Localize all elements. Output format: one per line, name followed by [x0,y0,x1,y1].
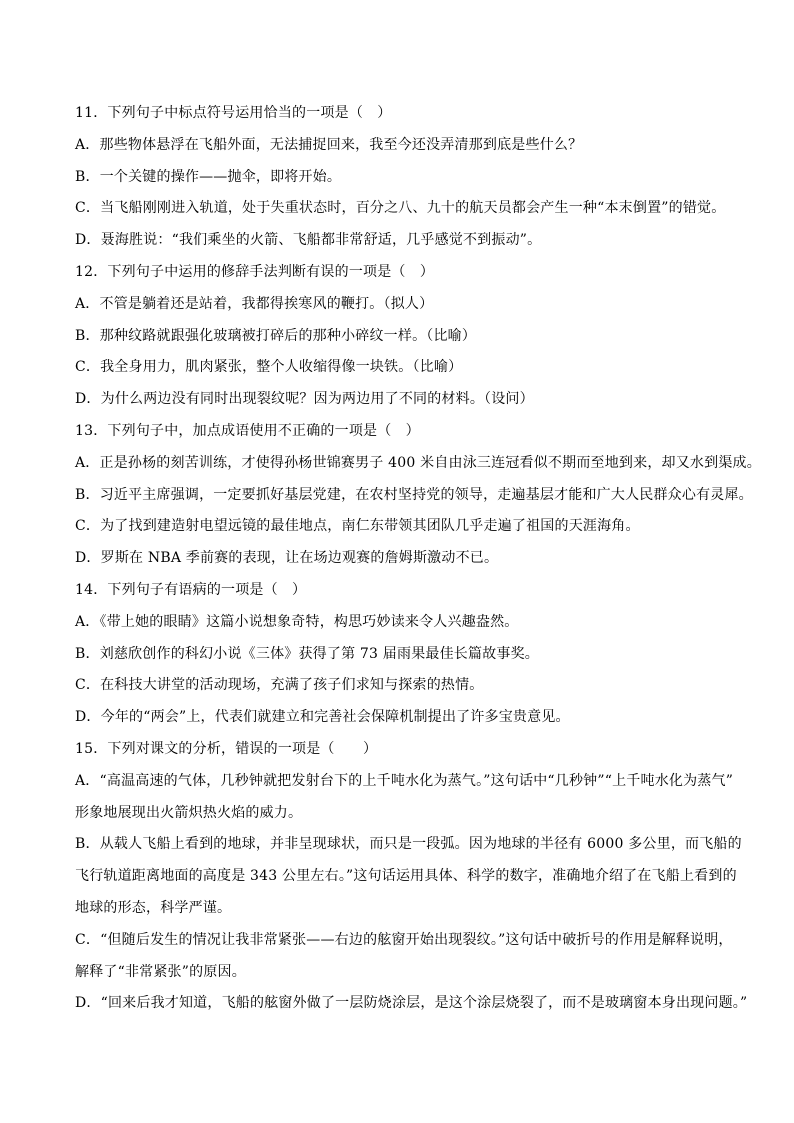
option-a: A．不管是躺着还是站着，我都得挨寒风的鞭打。（拟人） [75,295,434,312]
option-b: B．习近平主席强调，一定要抓好基层党建，在农村坚持党的领导，走遍基层才能和广大人民群众心有灵犀。 [75,486,753,503]
option-a: A．正是孙杨的刻苦训练，才使得孙杨世锦赛男子 400 米自由泳三连冠看似不期而至地到来，却又水到渠成。 [75,454,761,471]
option-c-line-2: 解释了“非常紧张”的原因。 [75,963,246,980]
option-c: C．为了找到建造射电望远镜的最佳地点，南仁东带领其团队几乎走遍了祖国的天涯海角。 [75,518,640,535]
option-c-line-1: C．“但随后发生的情况让我非常紧张——右边的舷窗开始出现裂纹。”这句话中破折号的作用是解释说明， [75,931,733,948]
option-c: C．我全身用力，肌肉紧张，整个人收缩得像一块铁。（比喻） [75,359,463,376]
question-stem: 14．下列句子有语病的一项是（ ） [75,581,307,598]
option-d: D．聂海胜说：“我们乘坐的火箭、飞船都非常舒适，几乎感觉不到振动”。 [75,232,542,249]
question-stem: 11．下列句子中标点符号运用恰当的一项是（ ） [75,105,392,121]
option-b: B．那种纹路就跟强化玻璃被打碎后的那种小碎纹一样。（比喻） [75,327,477,344]
exam-page [75,98,775,1020]
question-stem: 13．下列句子中，加点成语使用不正确的一项是（ ） [75,422,420,439]
option-b-line-1: B．从载人飞船上看到的地球，并非呈现球状，而只是一段弧。因为地球的半径有 6000 多公里，而飞船的 [75,836,742,853]
option-a-line-1: A．“高温高速的气体，几秒钟就把发射台下的上千吨水化为蒸气。”这句话中“几秒钟”“上千吨水化为蒸气” [75,772,734,789]
option-c: C．在科技大讲堂的活动现场，充满了孩子们求知与探索的热情。 [75,677,484,694]
question-stem: 12．下列句子中运用的修辞手法判断有误的一项是（ ） [75,263,435,280]
option-a: A．《带上她的眼睛》这篇小说想象奇特，构思巧妙读来令人兴趣盎然。 [75,613,519,630]
option-a-line-2: 形象地展现出火箭炽热火焰的威力。 [75,804,303,821]
question-11 [75,98,775,257]
option-d: D．罗斯在 NBA 季前赛的表现，让在场边观赛的詹姆斯激动不已。 [75,550,499,567]
option-b-line-2: 飞行轨道距离地面的高度是 343 公里左右。”这句话运用具体、科学的数字，准确地介绍了在飞船上看到的 [75,868,737,885]
question-stem: 15．下列对课文的分析，错误的一项是（ ） [75,740,378,757]
question-13 [75,416,775,575]
question-12 [75,257,775,416]
option-d: D．今年的“两会”上，代表们就建立和完善社会保障机制提出了许多宝贵意见。 [75,709,570,726]
question-14 [75,575,775,734]
option-b: B．一个关键的操作——抛伞，即将开始。 [75,168,342,185]
option-d-line-1: D．“回来后我才知道，飞船的舷窗外做了一层防烧涂层，是这个涂层烧裂了，而不是玻璃窗本身出现问题。” [75,995,748,1012]
question-15 [75,734,775,1020]
option-a: A．那些物体悬浮在飞船外面，无法捕捉回来，我至今还没弄清那到底是些什么？ [75,136,583,153]
option-b: B．刘慈欣创作的科幻小说《三体》获得了第 73 届雨果最佳长篇故事奖。 [75,645,540,662]
option-d: D．为什么两边没有同时出现裂纹呢？因为两边用了不同的材料。（设问） [75,391,534,408]
option-c: C．当飞船刚刚进入轨道，处于失重状态时，百分之八、九十的航天员都会产生一种“本末倒置”的错觉。 [75,200,726,217]
option-b-line-3: 地球的形态，科学严谨。 [75,899,232,916]
